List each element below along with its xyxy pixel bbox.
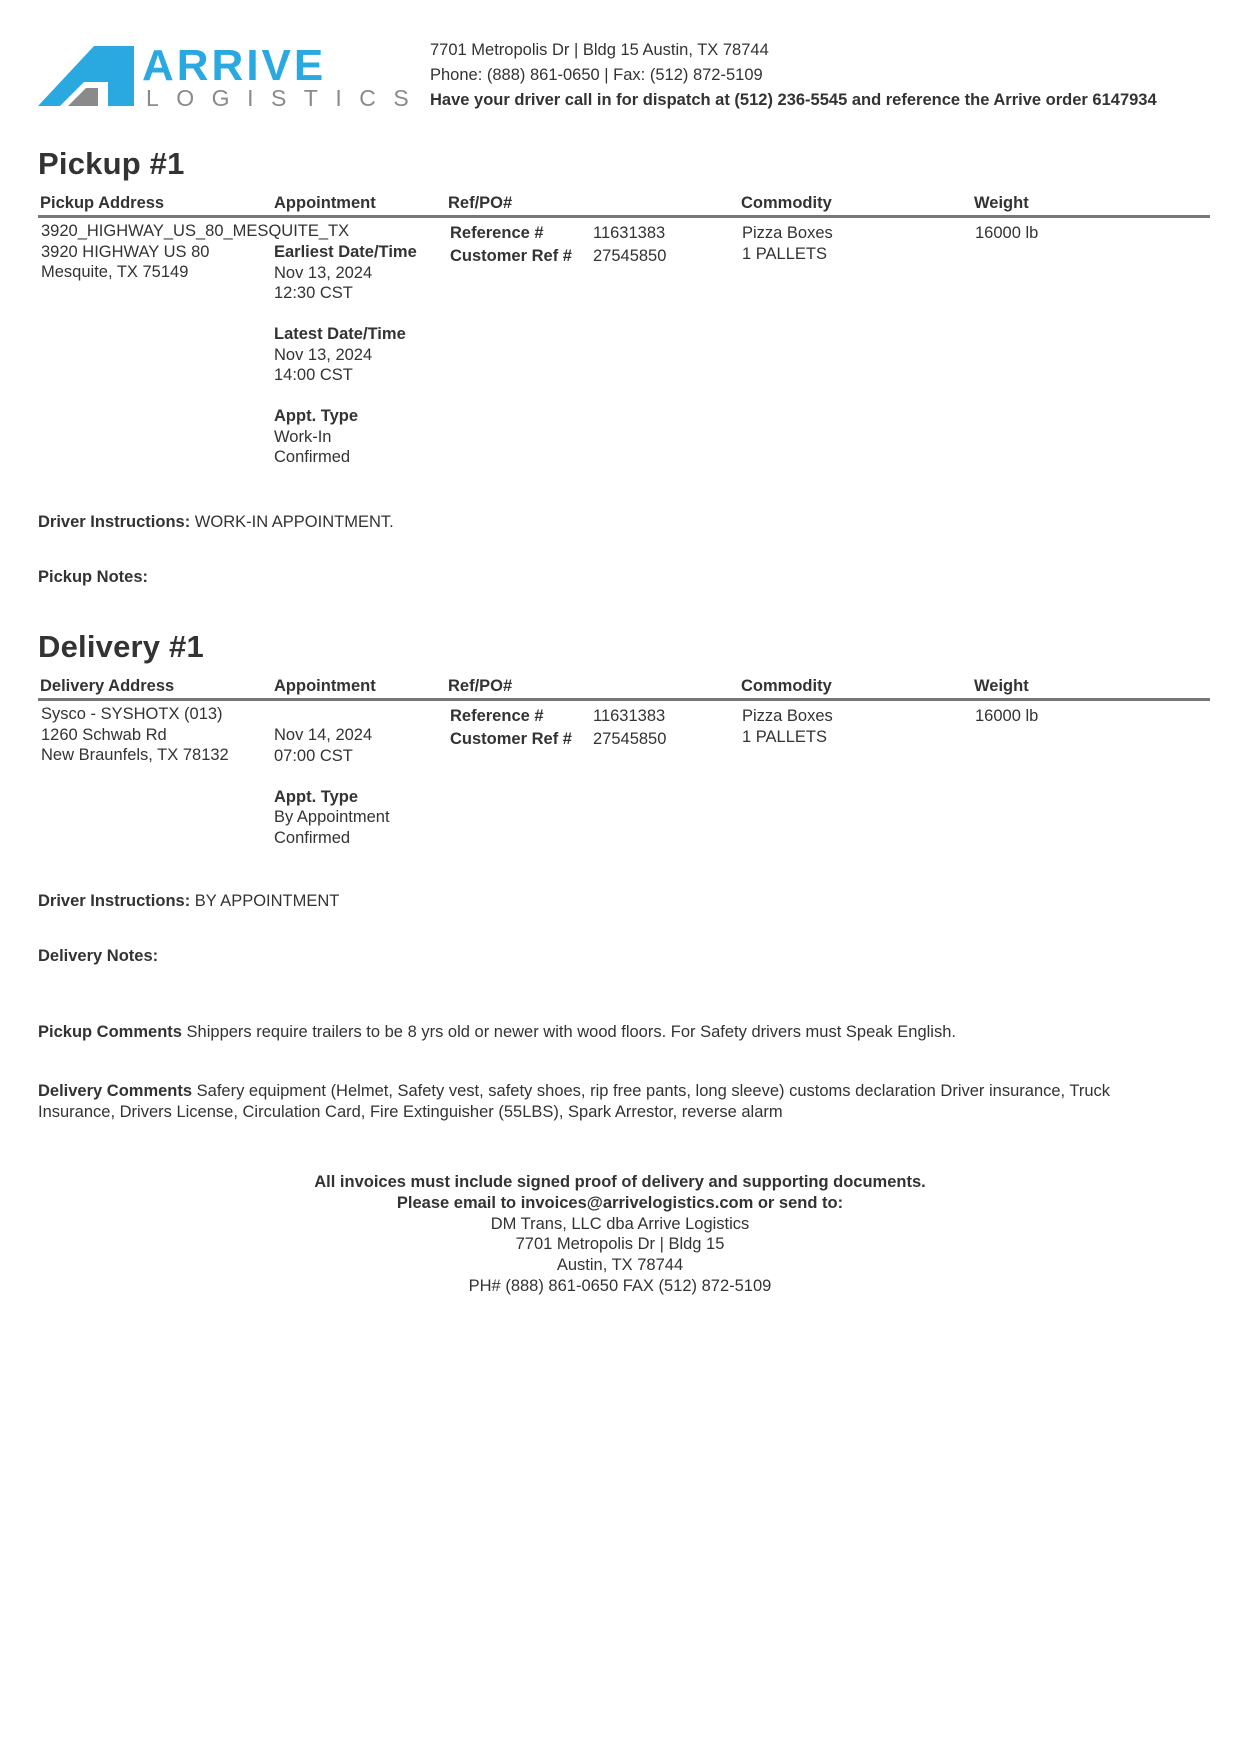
- pickup-comments-text: Shippers require trailers to be 8 yrs old or newer with wood floors. For Safety drivers must Speak English.: [186, 1023, 956, 1041]
- pickup-header-rule: [38, 215, 1210, 218]
- driver-instructions-text: BY APPOINTMENT: [194, 892, 340, 910]
- delivery-customer-ref-value: 27545850: [593, 730, 667, 748]
- pickup-title: Pickup #1: [38, 146, 185, 181]
- delivery-customer-ref-label: Customer Ref #: [450, 730, 572, 748]
- header-address: 7701 Metropolis Dr | Bldg 15 Austin, TX 78744: [430, 41, 769, 59]
- delivery-address-line: 1260 Schwab Rd: [41, 725, 167, 744]
- footer-email-instruction: Please email to invoices@arrivelogistics.com or send to:: [396, 1193, 844, 1212]
- pickup-address-line: 3920 HIGHWAY US 80: [41, 242, 210, 261]
- pickup-weight-header: Weight: [974, 194, 1029, 212]
- latest-time: 14:00 CST: [274, 366, 353, 384]
- delivery-reference-value: 11631383: [593, 707, 666, 725]
- earliest-label: Earliest Date/Time: [274, 243, 417, 261]
- pickup-address-line: Mesquite, TX 75149: [41, 263, 189, 281]
- delivery-address-header: Delivery Address: [40, 677, 175, 695]
- delivery-header-rule: [38, 698, 1210, 701]
- pickup-comments: [38, 1023, 956, 1042]
- appt-status: Confirmed: [274, 448, 351, 466]
- delivery-commodity: [742, 706, 833, 747]
- pickup-driver-instructions: [38, 513, 394, 532]
- delivery-notes-label: Delivery Notes:: [38, 947, 159, 965]
- appt-status: Confirmed: [274, 828, 351, 847]
- delivery-appointment: [274, 725, 390, 848]
- header-dispatch-note: Have your driver call in for dispatch at (512) 236-5545 and reference the Arrive order 6147934: [430, 91, 1157, 109]
- delivery-appointment-header: Appointment: [274, 677, 376, 695]
- pickup-commodity-header: Commodity: [741, 194, 832, 212]
- pickup-notes-label: Pickup Notes:: [38, 568, 149, 586]
- header-phone-fax: Phone: (888) 861-0650 | Fax: (512) 872-5109: [430, 66, 763, 84]
- pickup-comments-label: Pickup Comments: [38, 1023, 182, 1041]
- appt-type: Work-In: [274, 427, 332, 446]
- delivery-appt-date: Nov 14, 2024: [274, 726, 373, 744]
- pickup-appointment-header: Appointment: [274, 194, 376, 212]
- pickup-customer-ref-label: Customer Ref #: [450, 247, 572, 265]
- earliest-date: Nov 13, 2024: [274, 263, 373, 282]
- logo-main-text: ARRIVE: [142, 44, 327, 90]
- earliest-time: 12:30 CST: [274, 284, 353, 302]
- delivery-comments: [38, 1081, 1110, 1122]
- delivery-address-line: New Braunfels, TX 78132: [41, 746, 229, 764]
- pickup-address-header: Pickup Address: [40, 194, 165, 212]
- appt-type: By Appointment: [274, 808, 390, 826]
- footer-city: Austin, TX 78744: [556, 1256, 684, 1275]
- delivery-weight: 16000 lb: [975, 707, 1039, 725]
- footer-phone-fax: PH# (888) 861-0650 FAX (512) 872-5109: [468, 1276, 772, 1295]
- delivery-appt-time: 07:00 CST: [274, 746, 353, 765]
- delivery-driver-instructions: [38, 892, 339, 911]
- pickup-customer-ref-value: 27545850: [593, 247, 667, 265]
- pickup-commodity: [742, 223, 833, 264]
- pickup-commodity-name: Pizza Boxes: [742, 224, 833, 242]
- pickup-address-line: 3920_HIGHWAY_US_80_MESQUITE_TX: [41, 222, 350, 240]
- pickup-commodity-qty: 1 PALLETS: [742, 244, 827, 263]
- pickup-appointment: [274, 242, 417, 468]
- pickup-weight: 16000 lb: [975, 224, 1039, 242]
- appt-type-label: Appt. Type: [274, 787, 359, 806]
- latest-date: Nov 13, 2024: [274, 345, 373, 364]
- pickup-refpo-header: Ref/PO#: [448, 194, 513, 212]
- delivery-comments-label: Delivery Comments: [38, 1082, 193, 1100]
- delivery-address-line: Sysco - SYSHOTX (013): [41, 705, 223, 723]
- delivery-title: Delivery #1: [38, 629, 204, 664]
- delivery-commodity-name: Pizza Boxes: [742, 707, 833, 725]
- logo-sub-text: LOGISTICS: [146, 85, 408, 110]
- footer-company-name: DM Trans, LLC dba Arrive Logistics: [490, 1214, 750, 1233]
- appt-type-label: Appt. Type: [274, 407, 359, 425]
- company-logo: [38, 44, 408, 110]
- invoice-footer: [0, 1172, 1240, 1297]
- footer-invoice-requirement: All invoices must include signed proof of delivery and supporting documents.: [314, 1173, 926, 1191]
- pickup-reference-label: Reference #: [450, 224, 544, 242]
- delivery-commodity-header: Commodity: [741, 677, 832, 695]
- delivery-comments-text-cont: Insurance, Drivers License, Circulation Card, Fire Extinguisher (55LBS), Spark Arrestor, reverse alarm: [38, 1102, 783, 1121]
- footer-street: 7701 Metropolis Dr | Bldg 15: [515, 1235, 725, 1254]
- driver-instructions-label: Driver Instructions:: [38, 892, 191, 910]
- delivery-refpo-header: Ref/PO#: [448, 677, 513, 695]
- pickup-reference-value: 11631383: [593, 224, 666, 242]
- driver-instructions-label: Driver Instructions:: [38, 513, 191, 531]
- delivery-weight-header: Weight: [974, 677, 1029, 695]
- delivery-comments-text: Safery equipment (Helmet, Safety vest, safety shoes, rip free pants, long sleeve) customs declaration Driver insurance, Truck: [196, 1082, 1111, 1100]
- driver-instructions-text: WORK-IN APPOINTMENT.: [194, 513, 394, 531]
- delivery-commodity-qty: 1 PALLETS: [742, 727, 827, 746]
- delivery-reference-label: Reference #: [450, 707, 544, 725]
- latest-label: Latest Date/Time: [274, 325, 406, 343]
- delivery-address: [41, 704, 229, 766]
